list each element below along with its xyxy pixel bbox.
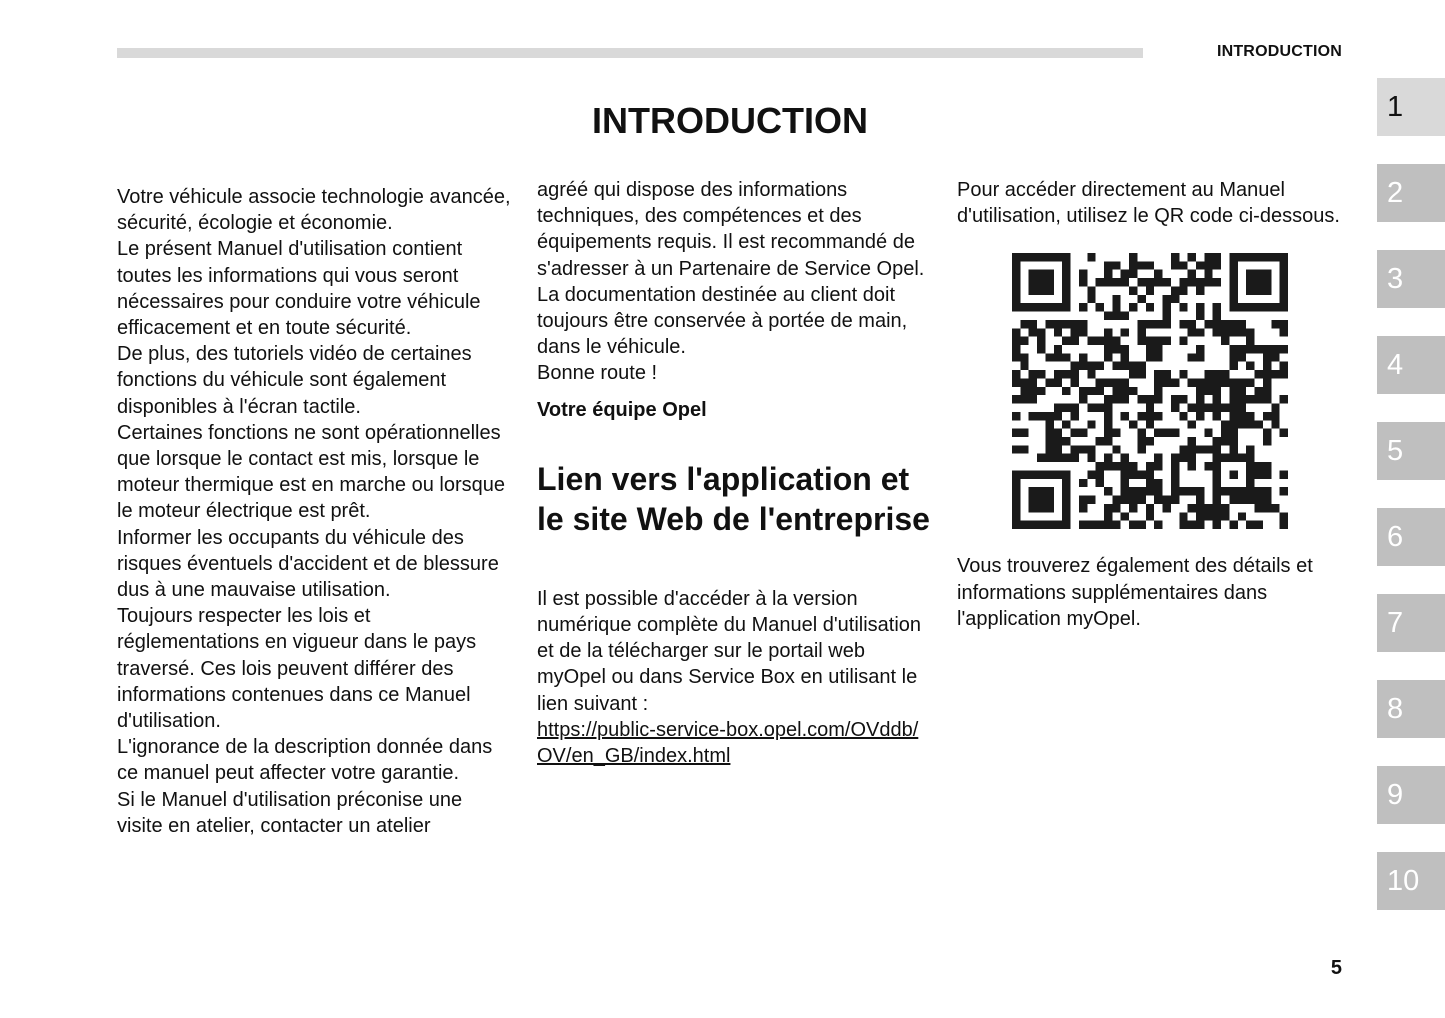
text-column-1 (117, 184, 512, 839)
running-header: INTRODUCTION (1216, 43, 1342, 60)
chapter-tab-3[interactable]: 3 (1377, 250, 1445, 308)
paragraph: Toujours respecter les lois et réglementations en vigueur dans le pays traversé. Ces lois peuvent différer des informations contenues dans ce Manuel d'utilisation. (117, 605, 477, 733)
qr-code-icon[interactable] (1012, 253, 1288, 529)
manual-link[interactable]: https://public-service-box.opel.com/OVddb/OV/en_GB/index.html (537, 718, 919, 768)
header-rule (117, 48, 1143, 58)
paragraph: Bonne route ! (537, 362, 658, 385)
paragraph: Il est possible d'accéder à la version numérique complète du Manuel d'utilisation et de la télécharger sur le portail web myOpel ou dans Service Box en utilisant le lien suivant : (537, 587, 922, 715)
text-column-2 (537, 177, 932, 769)
paragraph: agréé qui dispose des informations techniques, des compétences et des équipements requis. Il est recommandé de s'adresser à un Partenaire de Service Opel. (537, 179, 925, 280)
chapter-tab-8[interactable]: 8 (1377, 680, 1445, 738)
chapter-tab-5[interactable]: 5 (1377, 422, 1445, 480)
paragraph: Le présent Manuel d'utilisation contient toutes les informations qui vous seront nécessaires pour conduire votre véhicule efficacement et en toute sécurité. (117, 238, 481, 340)
paragraph: Certaines fonctions ne sont opérationnelles que lorsque le contact est mis, lorsque le moteur thermique est en marche ou lorsque le moteur électrique est prêt. (117, 421, 505, 523)
chapter-tab-4[interactable]: 4 (1377, 336, 1445, 394)
page-title: INTRODUCTION (592, 100, 868, 141)
chapter-tab-6[interactable]: 6 (1377, 508, 1445, 566)
chapter-tab-1[interactable]: 1 (1377, 78, 1445, 136)
page-number: 5 (1330, 957, 1342, 979)
paragraph: De plus, des tutoriels vidéo de certaines fonctions du véhicule sont également disponibles à l'écran tactile. (117, 343, 472, 418)
signature: Votre équipe Opel (537, 398, 707, 421)
paragraph: Si le Manuel d'utilisation préconise une visite en atelier, contacter un atelier (117, 788, 463, 837)
paragraph: L'ignorance de la description donnée dans ce manuel peut affecter votre garantie. (117, 736, 493, 785)
section-heading: Lien vers l'application et le site Web de l'entreprise (537, 460, 930, 538)
paragraph: Votre véhicule associe technologie avancée, sécurité, écologie et économie. (117, 186, 511, 235)
chapter-tab-7[interactable]: 7 (1377, 594, 1445, 652)
chapter-tab-10[interactable]: 10 (1377, 852, 1445, 910)
paragraph: Informer les occupants du véhicule des risques éventuels d'accident et de blessure dus à une mauvaise utilisation. (117, 526, 499, 602)
paragraph: La documentation destinée au client doit toujours être conservée à portée de main, dans le véhicule. (537, 283, 908, 359)
paragraph: Pour accéder directement au Manuel d'utilisation, utilisez le QR code ci-dessous. (957, 179, 1340, 228)
chapter-tab-2[interactable]: 2 (1377, 164, 1445, 222)
paragraph: Vous trouverez également des détails et informations supplémentaires dans l'application myOpel. (957, 555, 1313, 630)
text-column-3 (957, 177, 1347, 632)
chapter-tab-9[interactable]: 9 (1377, 766, 1445, 824)
